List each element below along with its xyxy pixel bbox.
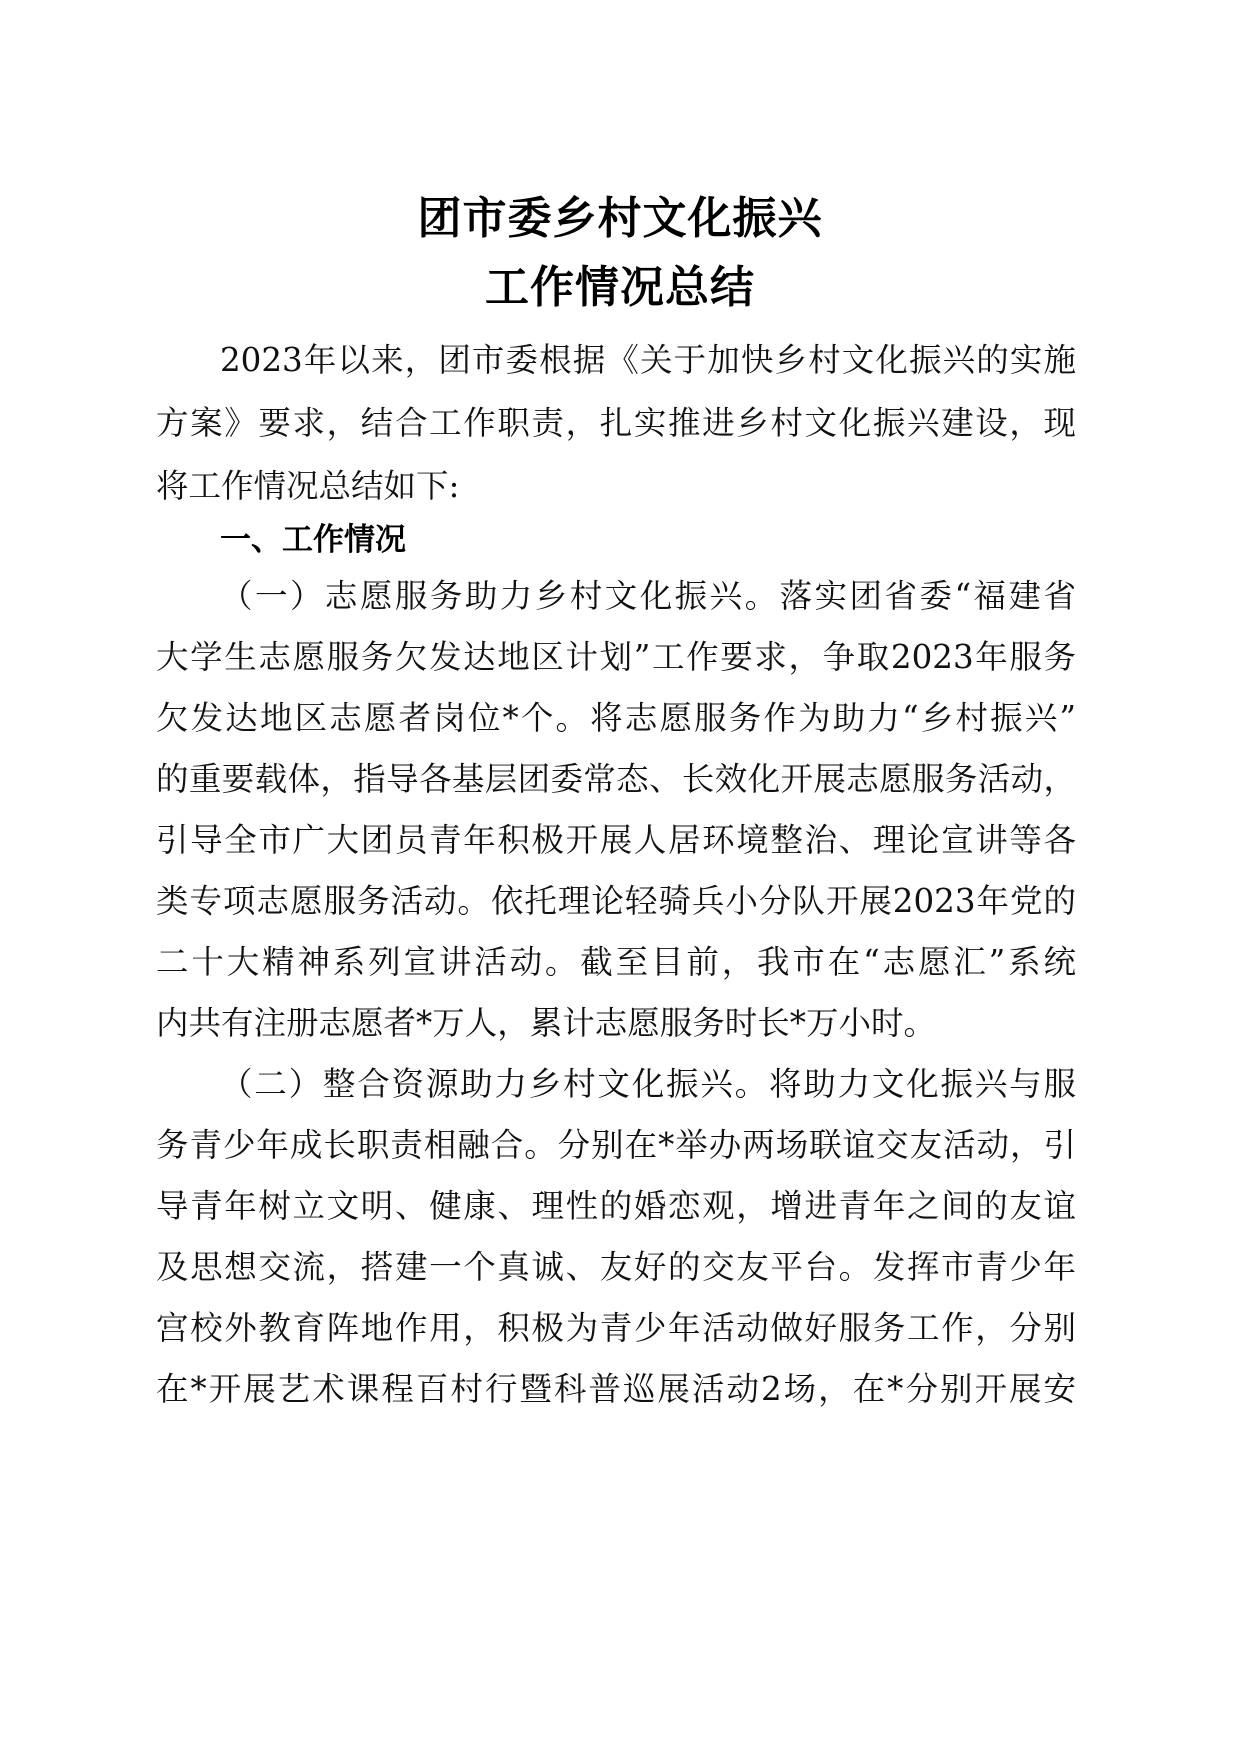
body-line: 方案》要求，结合工作职责，扎实推进乡村文化振兴建设，现	[156, 404, 1076, 442]
body-line: 欠发达地区志愿者岗位*个。将志愿服务作为助力“乡村振兴”	[156, 699, 1076, 737]
body-line: 务青少年成长职责相融合。分别在*举办两场联谊交友活动，引	[156, 1126, 1076, 1164]
document-title-line-2: 工作情况总结	[485, 262, 755, 313]
body-line: 二十大精神系列宣讲活动。截至目前，我市在“志愿汇”系统	[156, 943, 1076, 981]
body-line: 类专项志愿服务活动。依托理论轻骑兵小分队开展2023年党的	[156, 882, 1076, 920]
body-line: 的重要载体，指导各基层团委常态、长效化开展志愿服务活动，	[156, 760, 1076, 798]
body-line: 引导全市广大团员青年积极开展人居环境整治、理论宣讲等各	[156, 821, 1076, 859]
body-line: 大学生志愿服务欠发达地区计划”工作要求，争取2023年服务	[156, 638, 1076, 676]
body-line: 内共有注册志愿者*万人，累计志愿服务时长*万小时。	[156, 1004, 937, 1042]
body-line: 在*开展艺术课程百村行暨科普巡展活动2场，在*分别开展安	[156, 1370, 1076, 1408]
body-line: 及思想交流，搭建一个真诚、友好的交友平台。发挥市青少年	[156, 1248, 1076, 1286]
body-line: 2023年以来，团市委根据《关于加快乡村文化振兴的实施	[220, 341, 1076, 379]
body-line: （一）志愿服务助力乡村文化振兴。落实团省委“福建省	[220, 577, 1076, 615]
document-title-line-1: 团市委乡村文化振兴	[417, 193, 823, 244]
body-line: （二）整合资源助力乡村文化振兴。将助力文化振兴与服	[220, 1065, 1076, 1103]
section-heading: 一、工作情况	[220, 522, 406, 558]
body-line: 宫校外教育阵地作用，积极为青少年活动做好服务工作，分别	[156, 1309, 1076, 1347]
body-line: 将工作情况总结如下:	[156, 467, 460, 505]
body-line: 导青年树立文明、健康、理性的婚恋观，增进青年之间的友谊	[156, 1187, 1076, 1225]
